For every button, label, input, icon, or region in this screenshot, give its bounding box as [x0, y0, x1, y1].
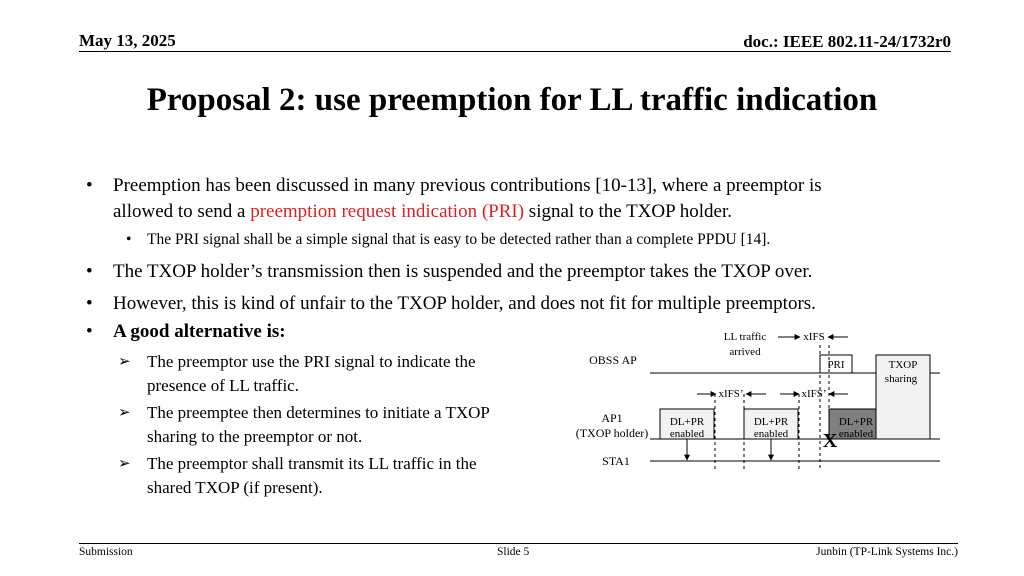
bullet-symbol: • — [86, 261, 93, 282]
enabled-1-label: enabled — [669, 428, 705, 440]
footer-submission: Submission — [79, 546, 133, 558]
bullet-2-text: The TXOP holder’s transmission then is suspended and the preemptor takes the TXOP over. — [113, 261, 813, 282]
obss-ap-label: OBSS AP — [589, 353, 637, 367]
txop-sharing-label-2: sharing — [884, 373, 918, 385]
bullet-4-text: A good alternative is: — [113, 321, 286, 342]
bullet-1-line-1: Preemption has been discussed in many previous contributions [10-13], where a preemptor is — [113, 175, 822, 196]
alt-item-2-line-1: The preemptee then determines to initiate a TXOP — [147, 403, 490, 422]
alt-item-2-line-2: sharing to the preemptor or not. — [147, 427, 363, 446]
bullet-symbol: • — [86, 293, 93, 314]
ap1-label: AP1 — [601, 411, 623, 425]
header-doc-id: doc.: IEEE 802.11-24/1732r0 — [743, 32, 951, 51]
txop-holder-label: (TXOP holder) — [575, 426, 649, 440]
arrow-bullet-icon: ➢ — [118, 405, 131, 421]
bullet-symbol: • — [86, 321, 93, 342]
sub-bullet-1-text: The PRI signal shall be a simple signal that is easy to be detected rather than a complete PPDU [14]. — [147, 231, 771, 248]
alt-item-3-line-2: shared TXOP (if present). — [147, 478, 323, 497]
footer-author: Junbin (TP-Link Systems Inc.) — [816, 546, 958, 558]
header-date: May 13, 2025 — [79, 31, 176, 50]
footer-rule — [79, 543, 958, 544]
xifs-top-label: xIFS — [803, 331, 825, 343]
bullet-symbol: • — [86, 175, 93, 196]
bullet-1-text-pre: allowed to send a — [113, 201, 251, 222]
arrow-bullet-icon: ➢ — [118, 354, 131, 370]
sub-bullet-symbol: • — [126, 231, 132, 248]
dlpr-3-label: DL+PR — [838, 416, 874, 428]
ll-arrived-label: arrived — [729, 346, 761, 358]
ll-traffic-label: LL traffic — [723, 331, 767, 343]
xifs-prime-2-label: xIFS’ — [801, 388, 827, 400]
bullet-3-text: However, this is kind of unfair to the TXOP holder, and does not fit for multiple preemptors. — [113, 293, 816, 314]
xifs-prime-1-label: xIFS’ — [718, 388, 744, 400]
dlpr-1-label: DL+PR — [669, 416, 705, 428]
alt-item-3-line-1: The preemptor shall transmit its LL traffic in the — [147, 454, 477, 473]
pri-label: PRI — [827, 359, 845, 371]
alt-item-1-line-1: The preemptor use the PRI signal to indicate the — [147, 352, 476, 371]
enabled-3-label: enabled — [838, 428, 874, 440]
pri-highlight: preemption request indication (PRI) — [250, 201, 525, 222]
dlpr-2-label: DL+PR — [753, 416, 789, 428]
slide-title: Proposal 2: use preemption for LL traffic indication — [146, 82, 878, 118]
alt-item-1-line-2: presence of LL traffic. — [147, 376, 299, 395]
bullet-1-text-post: signal to the TXOP holder. — [524, 201, 732, 222]
arrow-bullet-icon: ➢ — [118, 456, 131, 472]
sta1-label: STA1 — [602, 454, 630, 468]
enabled-2-label: enabled — [753, 428, 789, 440]
cancel-x-icon: X — [822, 430, 838, 452]
footer-slide-number: Slide 5 — [497, 546, 530, 558]
txop-sharing-label-1: TXOP — [888, 359, 918, 371]
